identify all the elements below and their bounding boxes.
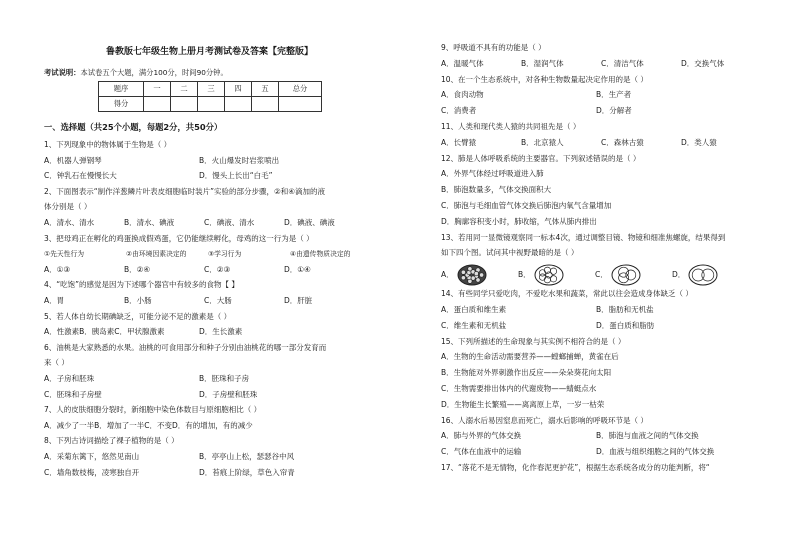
option-choice[interactable]: A．清水、清水 xyxy=(44,218,95,227)
option-choice[interactable]: A．胃 xyxy=(44,296,65,305)
option-choice[interactable]: B．清水、碘液 xyxy=(124,218,175,227)
option-statement[interactable]: ③学习行为 xyxy=(208,250,242,259)
option-choice[interactable]: A．食肉动物 xyxy=(441,90,484,100)
option-choice[interactable]: C．维生素和无机盐 xyxy=(441,320,507,330)
option-choice[interactable]: C．碘液、清水 xyxy=(204,218,255,227)
option-choice[interactable]: A．生物的生命活动需要营养——螳螂捕蝉，黄雀在后 xyxy=(441,352,619,362)
option-image-label[interactable]: A． xyxy=(441,270,454,280)
option-choice[interactable]: D．苔痕上阶绿，草色入帘青 xyxy=(199,467,295,477)
option-choice[interactable]: D．馒头上长出“白毛” xyxy=(199,171,273,181)
question-stem: 如下四个图。试问其中视野最暗的是（ ） xyxy=(441,248,579,258)
option-choice[interactable]: C．②③ xyxy=(204,264,231,274)
option-choice[interactable]: D．分解者 xyxy=(596,106,632,116)
option-statement[interactable]: ②由环境因素决定的 xyxy=(126,250,187,259)
question-stem: 11、人类和现代类人猿的共同祖先是（ ） xyxy=(441,122,581,131)
option-choice[interactable]: D．生长激素 xyxy=(199,327,243,337)
score-cell[interactable] xyxy=(279,97,322,112)
microscope-view-icon[interactable] xyxy=(534,264,564,286)
option-choice[interactable]: A．温暖气体 xyxy=(441,58,484,68)
option-choice[interactable]: B．火山爆发时岩浆喷出 xyxy=(199,155,280,165)
option-choice[interactable]: A．性激素B．胰岛素C．甲状腺激素 xyxy=(44,327,165,337)
option-choice[interactable]: A．长臂猿 xyxy=(441,137,477,147)
score-header-row xyxy=(99,82,322,97)
question-stem: 17、“落花不是无情物，化作春泥更护花”，根据生态系统各成分的功能判断，将“ xyxy=(441,463,710,472)
score-cell[interactable] xyxy=(198,97,225,112)
option-choice[interactable]: A．采菊东篱下，悠然见南山 xyxy=(44,452,140,461)
table-cell: 一 xyxy=(144,82,171,97)
question-stem: 14、有些同学只爱吃肉，不爱吃水果和蔬菜，常此以往会造成身体缺乏（ ） xyxy=(441,289,693,299)
option-choice[interactable]: A．蛋白质和维生素 xyxy=(441,305,507,314)
option-choice[interactable]: C．墙角数枝梅，凌寒独自开 xyxy=(44,467,140,477)
option-choice[interactable]: D．交换气体 xyxy=(681,58,725,68)
section-heading: 一、选择题（共25个小题，每题2分，共50分） xyxy=(44,122,223,132)
option-choice[interactable]: D．子房壁和胚珠 xyxy=(199,389,258,399)
option-statement[interactable]: ①先天性行为 xyxy=(44,250,85,259)
option-choice[interactable]: D．碘液、碘液 xyxy=(284,218,335,227)
option-choice[interactable]: B．亭亭山上松，瑟瑟谷中风 xyxy=(199,452,295,461)
question-stem: 9、呼吸道不具有的功能是（ ） xyxy=(441,43,546,52)
table-cell: 五 xyxy=(252,82,279,97)
option-choice[interactable]: B．北京猿人 xyxy=(521,137,564,147)
option-choice[interactable]: D．类人猿 xyxy=(681,137,717,147)
question-stem: 6、油桃是大家熟悉的水果。油桃的可食用部分和种子分别由油桃花的哪一部分发育而 xyxy=(44,342,327,352)
question-stem: 1、下列现象中的物体属于生物是（ ） xyxy=(44,140,172,149)
table-cell: 二 xyxy=(171,82,198,97)
option-choice[interactable]: B．湿润气体 xyxy=(521,58,564,68)
score-value-row xyxy=(99,97,322,112)
option-choice[interactable]: C．大肠 xyxy=(204,296,232,305)
question-stem: 2、下面图表示“制作洋葱鳞片叶表皮细胞临时装片”实验的部分步骤，②和④滴加的液 xyxy=(44,186,325,196)
option-choice[interactable]: C．钟乳石在慢慢长大 xyxy=(44,171,117,181)
option-image-label[interactable]: D． xyxy=(672,270,686,280)
option-choice[interactable]: C．消费者 xyxy=(441,106,477,116)
option-choice[interactable]: B．生物能对外界刺激作出反应——朵朵葵花向太阳 xyxy=(441,368,612,378)
table-cell: 四 xyxy=(225,82,252,97)
option-choice[interactable]: D．肝脏 xyxy=(284,296,313,305)
score-cell[interactable] xyxy=(171,97,198,112)
option-choice[interactable]: D．胸廓容积变小时，肺收缩，气体从肺内排出 xyxy=(441,216,597,226)
option-choice[interactable]: C．肺泡与毛细血管气体交换后肺泡内氧气含量增加 xyxy=(441,201,612,210)
option-choice[interactable]: B．小肠 xyxy=(124,296,152,305)
option-choice[interactable]: B．②④ xyxy=(124,264,151,274)
option-choice[interactable]: A．子房和胚珠 xyxy=(44,374,95,383)
question-stem: 7、人的皮肤细胞分裂时，新细胞中染色体数目与原细胞相比（ ） xyxy=(44,405,262,415)
question-stem: 5、若人体自幼长期碘缺乏，可能分泌不足的激素是（ ） xyxy=(44,311,232,321)
question-stem: 10、在一个生态系统中，对各种生物数量起决定作用的是（ ） xyxy=(441,74,648,84)
table-cell: 得分 xyxy=(99,97,144,112)
option-choice[interactable]: A．机器人弹钢琴 xyxy=(44,155,102,165)
option-choice[interactable]: C．气体在血液中的运输 xyxy=(441,447,522,457)
score-cell[interactable] xyxy=(252,97,279,112)
option-choice[interactable]: C．生物需要排出体内的代谢废物——蜻蜓点水 xyxy=(441,384,597,393)
page-title: 鲁教版七年级生物上册月考测试卷及答案【完整版】 xyxy=(106,47,314,57)
microscope-view-icon[interactable] xyxy=(688,264,718,286)
option-choice[interactable]: D．血液与组织细胞之间的气体交换 xyxy=(596,447,715,457)
question-stem: 12、肺是人体呼吸系统的主要器官。下列叙述错误的是（ ） xyxy=(441,153,641,163)
option-choice[interactable]: D．蛋白质和脂肪 xyxy=(596,320,655,330)
option-choice[interactable]: B．肺泡数量多，气体交换面积大 xyxy=(441,185,552,195)
question-stem: 3、把母鸡正在孵化的鸡蛋换成假鸡蛋，它仍能继续孵化，母鸡的这一行为是（ ） xyxy=(44,233,314,243)
question-stem: 13、若用同一显微镜观察同一标本4次，通过调整目镜、物镜和细准焦螺旋，结果得到 xyxy=(441,232,726,242)
score-cell[interactable] xyxy=(144,97,171,112)
score-cell[interactable] xyxy=(225,97,252,112)
option-choice[interactable]: C．清洁气体 xyxy=(601,58,644,68)
option-image-label[interactable]: C． xyxy=(595,270,608,280)
question-stem: 体分别是（ ） xyxy=(44,202,92,212)
option-choice[interactable]: C．森林古猿 xyxy=(601,137,644,147)
option-choice[interactable]: A．减少了一半B．增加了一半C．不变D．有的增加，有的减少 xyxy=(44,420,253,430)
table-cell: 题序 xyxy=(99,82,144,97)
question-stem: 16、人溺水后易因窒息而死亡，溺水后影响的呼吸环节是（ ） xyxy=(441,415,648,425)
option-choice[interactable]: D．生物能生长繁殖——离离原上草，一岁一枯荣 xyxy=(441,399,605,409)
question-stem: 15、下列所描述的生命现象与其实例不相符合的是（ ） xyxy=(441,336,626,346)
note-label: 考试说明： xyxy=(44,68,81,77)
option-choice[interactable]: C．胚珠和子房壁 xyxy=(44,389,102,399)
option-choice[interactable]: B．肺泡与血液之间的气体交换 xyxy=(596,431,699,441)
option-choice[interactable]: A．外界气体经过呼吸道进入肺 xyxy=(441,169,544,179)
option-choice[interactable]: B．脂肪和无机盐 xyxy=(596,305,654,314)
note-text: 本试卷五个大题，满分100分，时间90分钟。 xyxy=(80,68,228,77)
option-choice[interactable]: D．①④ xyxy=(284,264,311,274)
microscope-view-icon[interactable] xyxy=(611,264,641,286)
microscope-view-icon[interactable] xyxy=(457,264,487,286)
question-stem: 8、下列古诗词描绘了裸子植物的是（ ） xyxy=(44,436,179,446)
score-table xyxy=(98,81,322,112)
table-cell: 三 xyxy=(198,82,225,97)
question-stem: 4、“吃饱”的感觉是因为下述哪个器官中有较多的食物【 】 xyxy=(44,280,239,290)
option-choice[interactable]: B．胚珠和子房 xyxy=(199,374,250,383)
question-stem: 来（ ） xyxy=(44,358,69,368)
table-cell: 总分 xyxy=(279,82,322,97)
option-image-label[interactable]: B． xyxy=(518,270,531,280)
option-choice[interactable]: A．①③ xyxy=(44,264,71,274)
option-statement[interactable]: ④由遗传物质决定的 xyxy=(290,250,351,259)
option-choice[interactable]: A．肺与外界的气体交换 xyxy=(441,431,522,441)
option-choice[interactable]: B．生产者 xyxy=(596,90,632,100)
exam-note xyxy=(44,68,228,78)
